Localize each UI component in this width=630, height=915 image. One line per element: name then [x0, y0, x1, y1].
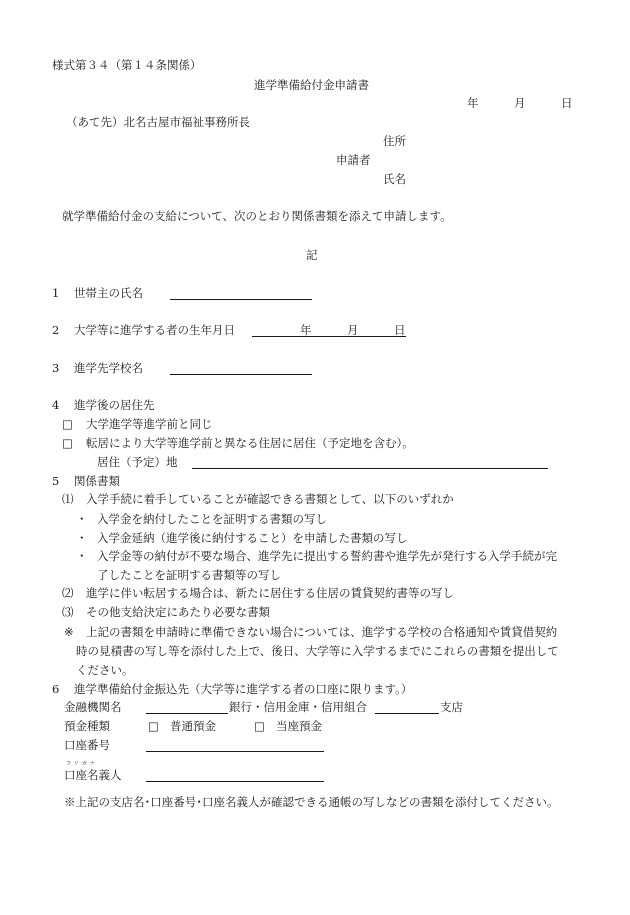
item-6-number: 6	[52, 682, 60, 696]
current-label: 当座預金	[276, 719, 322, 733]
date-day-label: 日	[561, 96, 573, 110]
doc-3-text: その他支給決定にあたり必要な書類	[86, 605, 270, 619]
account-number-field[interactable]	[146, 739, 324, 752]
doc-3-number: ⑶	[62, 605, 74, 619]
householder-name-field[interactable]	[170, 287, 312, 300]
ordinary-label: 普通預金	[170, 719, 216, 733]
item-2-label: 大学等に進学する者の生年月日	[74, 323, 235, 337]
doc-1b-text: 入学金延納（進学後に納付すること）を申請した書類の写し	[97, 531, 408, 545]
applicant-address-label: 住所	[383, 134, 406, 148]
new-residence-checkbox[interactable]: □	[62, 436, 73, 450]
residence-field[interactable]	[192, 456, 548, 469]
branch-label: 支店	[440, 700, 463, 714]
item-3-label: 進学先学校名	[74, 361, 143, 375]
doc-1-number: ⑴	[62, 492, 74, 506]
note-line3: ください。	[76, 663, 134, 677]
same-residence-checkbox[interactable]: □	[62, 417, 73, 431]
ordinary-checkbox[interactable]: □	[148, 719, 159, 733]
bullet: ・	[76, 512, 88, 526]
same-residence-label: 大学進学等進学前と同じ	[86, 417, 213, 431]
birthdate-day-label: 日	[394, 323, 406, 337]
branch-name-field[interactable]	[375, 701, 439, 714]
bank-name-label: 金融機関名	[64, 700, 122, 714]
account-holder-label: 口座名義人	[64, 768, 122, 782]
addressee: （あて先）北名古屋市福祉事務所長	[66, 115, 250, 129]
item-4-label: 進学後の居住先	[74, 398, 155, 412]
intro-text: 就学準備給付金の支給について、次のとおり関係書類を添えて申請します。	[62, 209, 452, 223]
item-3-number: 3	[52, 361, 60, 375]
residence-label: 居住（予定）地	[97, 455, 178, 469]
applicant-name-label: 氏名	[383, 172, 406, 186]
account-number-label: 口座番号	[64, 738, 110, 752]
bullet: ・	[76, 531, 88, 545]
item-4-number: 4	[52, 398, 60, 412]
date-year-label: 年	[467, 96, 479, 110]
doc-2-text: 進学に伴い転居する場合は、新たに居住する住居の賃貸契約書等の写し	[86, 586, 454, 600]
item-5-label: 関係書類	[74, 474, 120, 488]
document-title: 進学準備給付金申請書	[254, 78, 369, 92]
doc-1c-line2: 了したことを証明する書類等の写し	[97, 568, 281, 582]
birthdate-year-label: 年	[300, 323, 312, 337]
bullet: ・	[76, 549, 88, 563]
doc-2-number: ⑵	[62, 586, 74, 600]
bank-name-field[interactable]	[146, 701, 228, 714]
note-mark: ※	[64, 625, 74, 639]
account-type-label: 預金種類	[64, 719, 110, 733]
item-5-number: 5	[52, 474, 60, 488]
current-checkbox[interactable]: □	[254, 719, 265, 733]
new-residence-label: 転居により大学等進学前と異なる住居に居住（予定地を含む）。	[86, 436, 414, 450]
note-line1: 上記の書類を申請時に準備できない場合については、進学する学校の合格通知や賃貸借契約	[86, 625, 558, 639]
ki-heading: 記	[306, 248, 318, 262]
footnote: ※上記の支店名･口座番号･口座名義人が確認できる通帳の写しなどの書類を添付してください。	[64, 795, 559, 809]
bank-types: 銀行・信用金庫・信用組合	[229, 700, 367, 714]
date-month-label: 月	[514, 96, 526, 110]
applicant-label: 申請者	[336, 153, 371, 167]
doc-1c-line1: 入学金等の納付が不要な場合、進学先に提出する誓約書や進学先が発行する入学手続が完	[97, 549, 557, 563]
doc-1-text: 入学手続に着手していることが確認できる書類として、以下のいずれか	[86, 492, 454, 506]
item-2-number: 2	[52, 323, 60, 337]
holder-ruby: フリガナ	[66, 761, 98, 767]
doc-1a-text: 入学金を納付したことを証明する書類の写し	[97, 512, 327, 526]
item-1-number: 1	[52, 286, 60, 300]
school-name-field[interactable]	[170, 362, 312, 375]
form-number: 様式第３４（第１４条関係）	[52, 58, 202, 72]
note-line2: 時の見積書の写し等を添付した上で、後日、大学等に入学するまでにこれらの書類を提出して	[76, 644, 559, 658]
item-1-label: 世帯主の氏名	[74, 286, 143, 300]
birthdate-field[interactable]	[252, 324, 406, 337]
item-6-label: 進学準備給付金振込先（大学等に進学する者の口座に限ります。）	[74, 682, 413, 696]
account-holder-field[interactable]	[146, 769, 324, 782]
birthdate-month-label: 月	[347, 323, 359, 337]
